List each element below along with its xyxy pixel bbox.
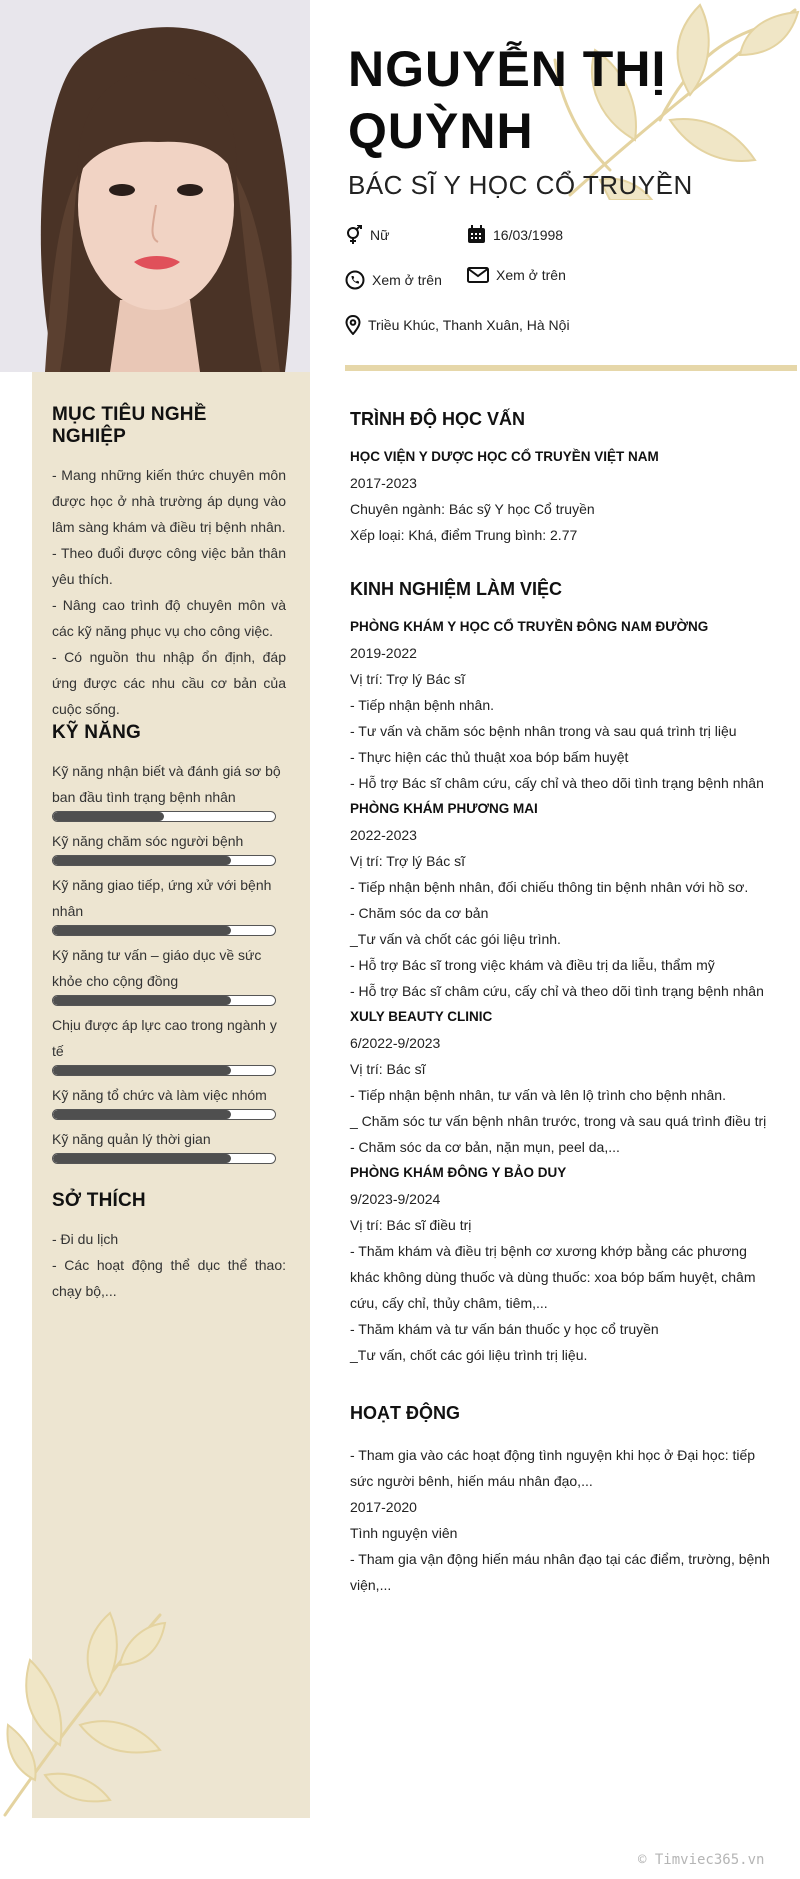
skill-bar — [52, 925, 276, 936]
skill-bar — [52, 811, 276, 822]
job-line: Vị trí: Bác sĩ điều trị — [350, 1217, 472, 1233]
activity-line: - Tham gia vào các hoạt động tình nguyện khi học ở Đại học: tiếp sức người bênh, hiến máu nhân đạo,... — [350, 1447, 756, 1489]
job-line: - Chăm sóc da cơ bản — [350, 905, 489, 921]
skill-bar — [52, 1153, 276, 1164]
school-name: HỌC VIỆN Y DƯỢC HỌC CỔ TRUYỀN VIỆT NAM — [350, 449, 659, 464]
education-grade: Xếp loại: Khá, điểm Trung bình: 2.77 — [350, 527, 578, 543]
watermark: © Timviec365.vn — [638, 1852, 765, 1868]
job-line: - Hỗ trợ Bác sĩ châm cứu, cấy chỉ và theo dõi tình trạng bệnh nhân — [350, 775, 764, 791]
skill-bar — [52, 1109, 276, 1120]
job-period: 2022-2023 — [350, 827, 417, 843]
skill-item — [52, 1126, 286, 1164]
phone-icon — [345, 270, 365, 290]
skill-name: Kỹ năng tư vấn – giáo dục về sức khỏe cho cộng đồng — [52, 947, 262, 989]
job-period: 2019-2022 — [350, 645, 417, 661]
skills-list — [52, 758, 286, 1164]
phone-value: Xem ở trên — [372, 272, 442, 288]
job-title: BÁC SĨ Y HỌC CỔ TRUYỀN — [348, 170, 693, 200]
job-line: Vị trí: Trợ lý Bác sĩ — [350, 671, 465, 687]
skills-title: KỸ NĂNG — [52, 722, 142, 743]
skill-item — [52, 828, 286, 866]
objective-paragraph: - Mang những kiến thức chuyên môn được học ở nhà trường áp dụng vào lâm sàng khám và điều trị bệnh nhân. — [52, 467, 286, 535]
hobby-item: - Các hoạt động thể dục thể thao: chạy bộ,... — [52, 1257, 286, 1299]
job-entry — [350, 614, 780, 796]
job-line: - Tiếp nhận bệnh nhân. — [350, 697, 495, 713]
leaf-decoration-bottom — [0, 1605, 170, 1820]
job-line: - Hỗ trợ Bác sĩ trong việc khám và điều trị da liễu, thẩm mỹ — [350, 957, 715, 973]
job-line: - Hỗ trợ Bác sĩ châm cứu, cấy chỉ và theo dõi tình trạng bệnh nhân — [350, 983, 764, 999]
job-line: _Tư vấn và chốt các gói liệu trình. — [350, 931, 561, 947]
job-org: PHÒNG KHÁM ĐÔNG Y BẢO DUY — [350, 1165, 567, 1180]
job-line: - Thăm khám và điều trị bệnh cơ xương khớp bằng các phương khác không dùng thuốc và dùng thuốc: xoa bóp bấm huyệt, châm cứu, cấy chỉ, thủy châm, tiêm,... — [350, 1243, 756, 1311]
job-line: - Tiếp nhận bệnh nhân, đối chiếu thông tin bệnh nhân với hồ sơ. — [350, 879, 749, 895]
objective-section — [52, 404, 286, 722]
birthdate-value: 16/03/1998 — [493, 226, 564, 243]
gender-value: Nữ — [370, 227, 390, 243]
activity-line: - Tham gia vận động hiến máu nhân đạo tại các điểm, trường, bệnh viện,... — [350, 1551, 770, 1593]
experience-title: KINH NGHIỆM LÀM VIỆC — [350, 579, 563, 599]
calendar-icon — [467, 225, 486, 244]
job-line: - Tiếp nhận bệnh nhân, tư vấn và lên lộ trình cho bệnh nhân. — [350, 1087, 726, 1103]
job-org: PHÒNG KHÁM PHƯƠNG MAI — [350, 801, 538, 816]
email-info — [467, 267, 566, 283]
name-line-1: NGUYỄN THỊ — [348, 41, 667, 97]
mail-icon — [467, 267, 489, 283]
email-value: Xem ở trên — [496, 267, 566, 283]
skill-item — [52, 758, 286, 822]
skill-item — [52, 1082, 286, 1120]
job-line: - Chăm sóc da cơ bản, nặn mụn, peel da,... — [350, 1139, 620, 1155]
skill-name: Kỹ năng giao tiếp, ứng xử với bệnh nhân — [52, 877, 272, 919]
gender-info — [345, 225, 389, 245]
job-entry — [350, 796, 780, 1004]
skill-bar — [52, 855, 276, 866]
skill-name: Kỹ năng tổ chức và làm việc nhóm — [52, 1087, 267, 1103]
address-value: Triều Khúc, Thanh Xuân, Hà Nội — [368, 317, 570, 333]
candidate-name — [348, 38, 666, 162]
education-title: TRÌNH ĐỘ HỌC VẤN — [350, 409, 525, 429]
skill-item — [52, 872, 286, 936]
skill-name: Kỹ năng quản lý thời gian — [52, 1131, 211, 1147]
job-org: XULY BEAUTY CLINIC — [350, 1009, 493, 1024]
objective-title: MỤC TIÊU NGHỀ NGHIỆP — [52, 404, 207, 447]
objective-paragraph: - Có nguồn thu nhập ổn định, đáp ứng được các nhu cầu cơ bản của cuộc sống. — [52, 649, 286, 717]
job-line: _ Chăm sóc tư vấn bệnh nhân trước, trong và sau quá trình điều trị — [350, 1113, 767, 1129]
job-entry — [350, 1160, 780, 1368]
activity-line: Tình nguyện viên — [350, 1525, 458, 1541]
experience-section — [350, 579, 780, 1368]
birthdate-info — [467, 225, 563, 244]
job-entry — [350, 1004, 780, 1160]
activities-title: HOẠT ĐỘNG — [350, 1403, 460, 1423]
job-line: Vị trí: Trợ lý Bác sĩ — [350, 853, 465, 869]
skill-item — [52, 1012, 286, 1076]
job-line: - Thăm khám và tư vấn bán thuốc y học cổ truyền — [350, 1321, 659, 1337]
job-period: 6/2022-9/2023 — [350, 1035, 441, 1051]
location-pin-icon — [345, 315, 361, 335]
objective-paragraph: - Theo đuổi được công việc bản thân yêu thích. — [52, 545, 286, 587]
activities-section — [350, 1403, 780, 1598]
job-line: Vị trí: Bác sĩ — [350, 1061, 426, 1077]
hobbies-section — [52, 1190, 286, 1304]
header-divider — [345, 365, 797, 371]
job-org: PHÒNG KHÁM Y HỌC CỔ TRUYỀN ĐÔNG NAM ĐƯỜNG — [350, 619, 709, 634]
profile-photo — [0, 0, 310, 372]
skill-bar — [52, 1065, 276, 1076]
address-info — [345, 315, 570, 335]
skill-item — [52, 942, 286, 1006]
skill-bar — [52, 995, 276, 1006]
activity-line: 2017-2020 — [350, 1499, 417, 1515]
job-period: 9/2023-9/2024 — [350, 1191, 441, 1207]
job-line: - Tư vấn và chăm sóc bệnh nhân trong và sau quá trình trị liệu — [350, 723, 737, 739]
hobby-item: - Đi du lịch — [52, 1231, 119, 1247]
hobbies-title: SỞ THÍCH — [52, 1190, 146, 1211]
gender-icon — [345, 225, 363, 245]
skill-name: Chịu được áp lực cao trong ngành y tế — [52, 1017, 277, 1059]
education-years: 2017-2023 — [350, 475, 417, 491]
skill-name: Kỹ năng nhận biết và đánh giá sơ bộ ban đầu tình trạng bệnh nhân — [52, 763, 281, 805]
skills-section — [52, 722, 286, 1170]
job-line: - Thực hiện các thủ thuật xoa bóp bấm huyệt — [350, 749, 629, 765]
job-line: _Tư vấn, chốt các gói liệu trình trị liệu. — [350, 1347, 588, 1363]
name-line-2: QUỲNH — [348, 103, 534, 159]
education-section — [350, 409, 780, 548]
education-major: Chuyên ngành: Bác sỹ Y học Cổ truyền — [350, 501, 595, 517]
skill-name: Kỹ năng chăm sóc người bệnh — [52, 833, 244, 849]
phone-info — [345, 270, 442, 290]
objective-paragraph: - Nâng cao trình độ chuyên môn và các kỹ năng phục vụ cho công việc. — [52, 597, 286, 639]
